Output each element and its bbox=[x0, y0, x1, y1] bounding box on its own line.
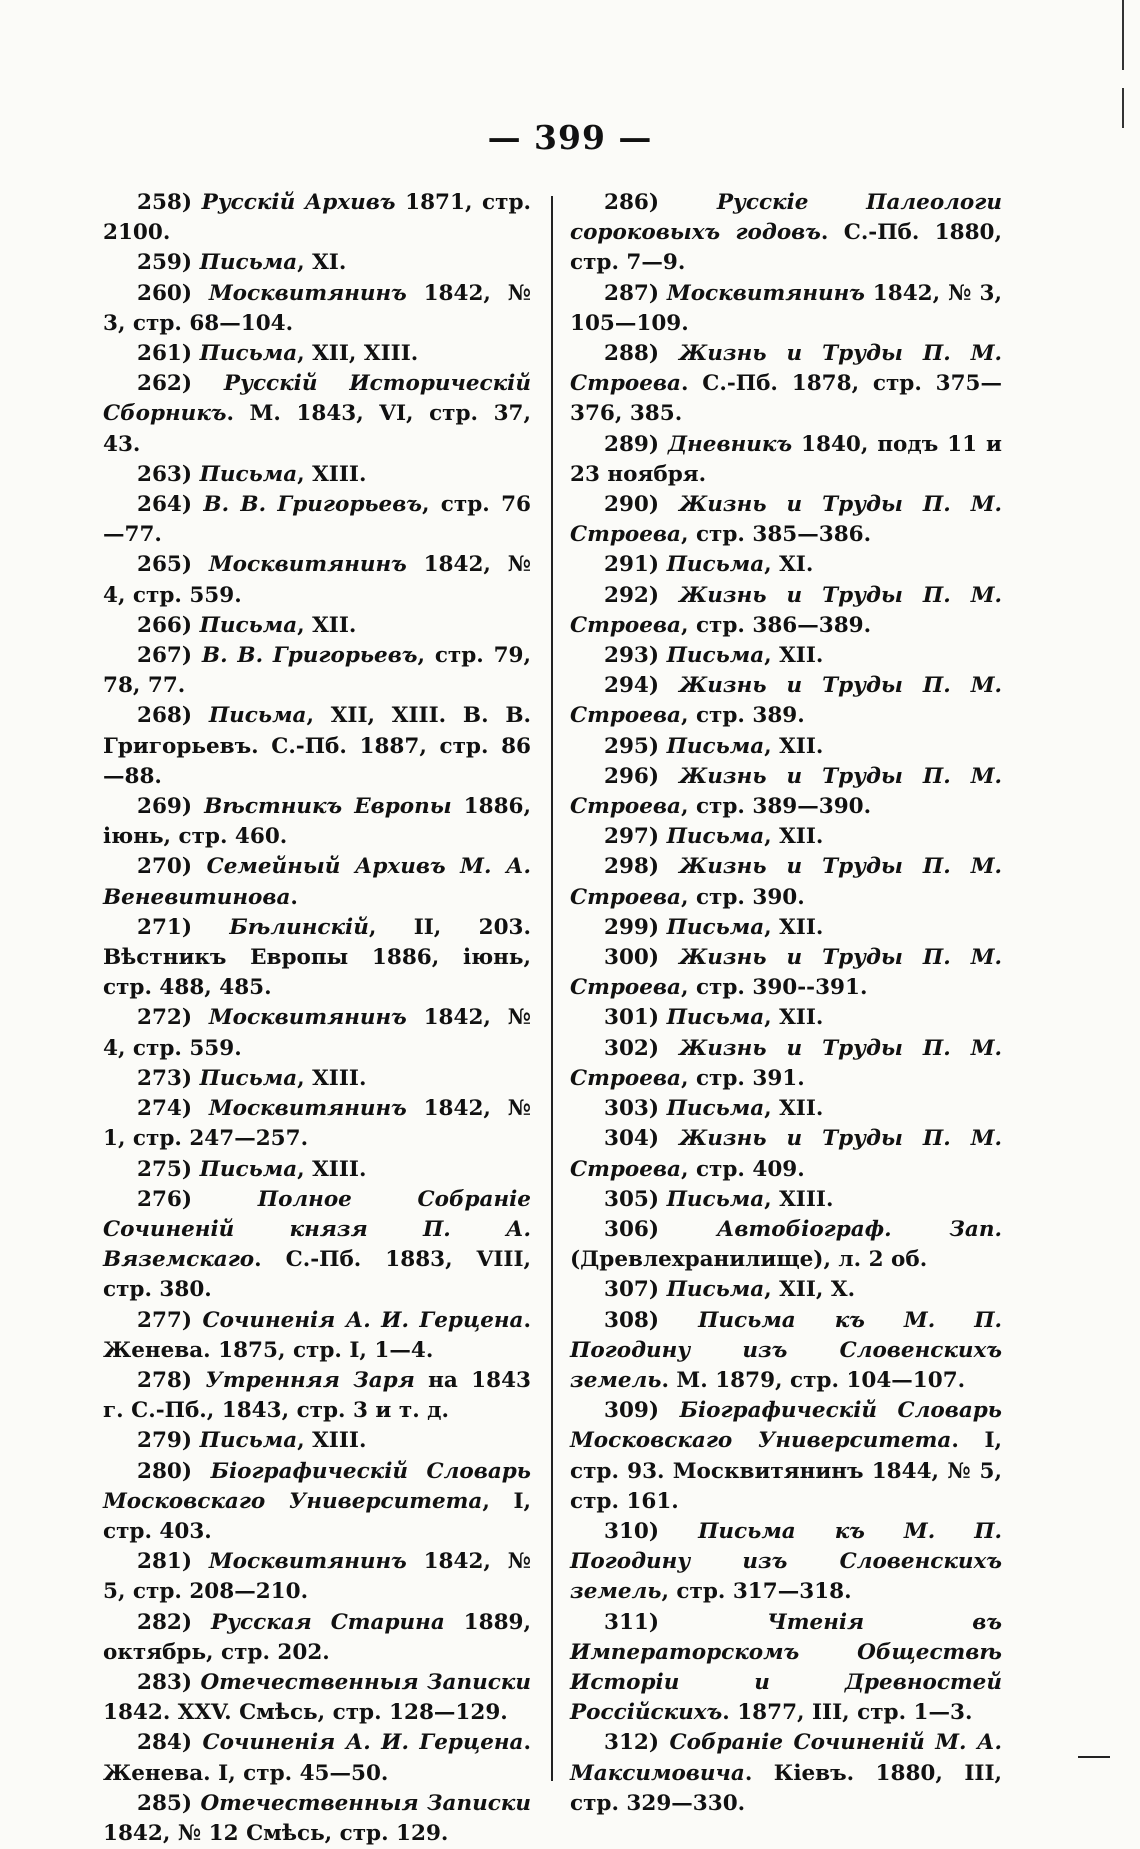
footnote-details: , II, 203. Вѣстникъ Европы 1886, іюнь, стр. 488, 485. bbox=[103, 914, 531, 1001]
footnote-title: Письма къ М. П. Погодину изъ Словенскихъ земель bbox=[570, 1518, 1002, 1605]
footnote-details: , XII. bbox=[764, 914, 824, 940]
footnote-details: , стр. 79, 78, 77. bbox=[103, 643, 531, 699]
footnote-title: Собраніе Сочиненій М. А. Максимовича bbox=[570, 1730, 1002, 1786]
footnote-details: 1840, подъ 11 и 23 ноября. bbox=[570, 431, 1002, 487]
footnote-title: Полное Собраніе Сочиненій князя П. А. Вяземскаго bbox=[103, 1186, 531, 1273]
footnote-title: Москвитянинъ bbox=[208, 1096, 407, 1122]
footnote-details: , стр. 390--391. bbox=[680, 975, 868, 1001]
footnote-entry bbox=[570, 943, 1002, 1003]
footnote-title: Дневникъ bbox=[668, 431, 793, 457]
footnote-details: . 1877, III, стр. 1—3. bbox=[722, 1700, 973, 1726]
footnote-entry bbox=[570, 279, 1002, 339]
footnote-number: 286) bbox=[604, 190, 660, 215]
footnote-number: 267) bbox=[137, 643, 193, 669]
footnote-number: 306) bbox=[604, 1216, 660, 1242]
footnote-details: 1842, № 5, стр. 208—210. bbox=[103, 1549, 531, 1605]
edge-mark bbox=[1078, 1756, 1110, 1758]
footnote-number: 291) bbox=[604, 552, 660, 578]
footnotes-left-column bbox=[103, 188, 531, 1849]
footnote-title: Письма bbox=[666, 1277, 765, 1303]
footnote-entry bbox=[103, 339, 531, 369]
footnote-details: , XII, XIII. В. В. Григорьевъ. С.-Пб. 1887, стр. 86—88. bbox=[103, 703, 531, 789]
page-edge-line bbox=[1122, 0, 1124, 70]
footnote-title: Письма bbox=[199, 461, 298, 487]
footnote-number: 296) bbox=[604, 763, 660, 789]
page-edge-line bbox=[1122, 88, 1124, 128]
footnote-details: 1871, стр. 2100. bbox=[103, 190, 531, 246]
footnote-title: Біографическій Словарь Московскаго Университета bbox=[570, 1398, 1002, 1454]
footnote-title: Утренняя Заря bbox=[205, 1367, 415, 1393]
footnote-title: Чтенія въ Императорскомъ Обществѣ Исторіи и Древностей Россійскихъ bbox=[570, 1609, 1002, 1726]
footnote-title: Отечественныя Записки bbox=[200, 1669, 531, 1695]
footnote-number: 289) bbox=[604, 431, 660, 457]
footnote-title: Автобіограф. Зап. bbox=[716, 1216, 1002, 1242]
footnote-entry bbox=[103, 188, 531, 248]
footnote-number: 308) bbox=[604, 1307, 660, 1333]
footnote-details: , XII, X. bbox=[764, 1277, 856, 1303]
footnote-title: В. В. Григорьевъ bbox=[201, 643, 418, 669]
footnote-number: 309) bbox=[604, 1398, 660, 1424]
footnote-title: Отечественныя Записки bbox=[200, 1790, 531, 1816]
footnote-entry bbox=[570, 1517, 1002, 1608]
footnote-details: , стр. 389—390. bbox=[680, 794, 872, 820]
footnote-number: 311) bbox=[604, 1609, 660, 1635]
footnote-entry bbox=[570, 913, 1002, 943]
footnote-entry bbox=[103, 1789, 531, 1849]
footnote-title: Письма bbox=[666, 552, 765, 578]
footnote-entry bbox=[103, 701, 531, 792]
footnote-number: 280) bbox=[137, 1458, 193, 1484]
footnote-number: 277) bbox=[137, 1307, 193, 1333]
footnote-title: Москвитянинъ bbox=[208, 280, 407, 306]
footnote-title: Письма bbox=[666, 643, 765, 669]
footnote-entry bbox=[103, 460, 531, 490]
footnote-number: 294) bbox=[604, 673, 660, 699]
footnote-title: Письма bbox=[199, 1065, 298, 1091]
footnote-entry bbox=[570, 1396, 1002, 1517]
footnote-details: , XII. bbox=[297, 612, 357, 638]
footnote-entry bbox=[103, 1608, 531, 1668]
footnote-number: 287) bbox=[604, 280, 660, 306]
footnote-title: Жизнь и Труды П. М. Строева bbox=[570, 582, 1002, 638]
footnote-details: , XI. bbox=[764, 552, 814, 578]
footnote-details: , XIII. bbox=[297, 1065, 367, 1091]
footnote-entry bbox=[103, 1366, 531, 1426]
footnote-number: 272) bbox=[137, 1005, 193, 1031]
footnote-entry bbox=[570, 1003, 1002, 1033]
footnote-details: , стр. 409. bbox=[680, 1156, 805, 1182]
footnote-number: 285) bbox=[137, 1790, 193, 1816]
footnote-details: , XIII. bbox=[297, 1428, 367, 1454]
footnote-title: Письма bbox=[666, 1186, 765, 1212]
footnote-title: Письма bbox=[208, 703, 307, 729]
footnote-title: Бѣлинскій bbox=[229, 914, 369, 940]
footnote-entry bbox=[570, 1306, 1002, 1397]
footnote-number: 302) bbox=[604, 1035, 660, 1061]
footnote-entry bbox=[570, 1034, 1002, 1094]
footnote-title: Москвитянинъ bbox=[208, 552, 407, 578]
footnote-title: Письма bbox=[666, 824, 765, 850]
footnote-details: . Кіевъ. 1880, III, стр. 329—330. bbox=[570, 1760, 1002, 1816]
footnote-number: 284) bbox=[137, 1730, 193, 1756]
footnote-title: Жизнь и Труды П. М. Строева bbox=[570, 492, 1002, 548]
footnote-title: Жизнь и Труды П. М. Строева bbox=[570, 1126, 1002, 1182]
footnote-details: . С.-Пб. 1880, стр. 7—9. bbox=[570, 220, 1002, 276]
footnote-details: . С.-Пб. 1878, стр. 375—376, 385. bbox=[570, 371, 1002, 427]
footnote-entry bbox=[103, 641, 531, 701]
footnote-number: 300) bbox=[604, 945, 660, 971]
footnote-title: Письма къ М. П. Погодину изъ Словенскихъ земель bbox=[570, 1307, 1002, 1393]
footnote-number: 278) bbox=[137, 1367, 193, 1393]
footnote-title: Семейный Архивъ М. А. Веневитинова bbox=[103, 854, 531, 910]
footnote-title: Письма bbox=[666, 1005, 765, 1031]
footnote-title: Жизнь и Труды П. М. Строева bbox=[570, 945, 1002, 1001]
footnote-title: Письма bbox=[199, 250, 298, 276]
footnote-title: Біографическій Словарь Московскаго Университета bbox=[103, 1458, 531, 1514]
footnote-entry bbox=[570, 1608, 1002, 1729]
footnote-entry bbox=[570, 550, 1002, 580]
footnote-title: В. В. Григорьевъ bbox=[203, 492, 422, 518]
footnote-title: Москвитянинъ bbox=[666, 280, 865, 306]
footnote-details: , XI. bbox=[297, 250, 347, 276]
footnote-entry bbox=[570, 339, 1002, 430]
footnote-number: 271) bbox=[137, 914, 193, 940]
footnote-entry bbox=[103, 1094, 531, 1154]
footnote-details: 1842, № 3, стр. 68—104. bbox=[103, 280, 531, 336]
footnote-title: Письма bbox=[666, 1096, 765, 1122]
footnote-details: . I, стр. 93. Москвитянинъ 1844, № 5, стр. 161. bbox=[570, 1428, 1002, 1514]
footnote-number: 274) bbox=[137, 1096, 193, 1122]
footnote-number: 260) bbox=[137, 280, 193, 306]
footnote-entry bbox=[570, 762, 1002, 822]
footnote-number: 299) bbox=[604, 914, 660, 940]
footnote-details: . М. 1843, VI, стр. 37, 43. bbox=[103, 401, 531, 457]
footnote-entry bbox=[570, 430, 1002, 490]
footnote-entry bbox=[103, 1728, 531, 1788]
footnote-title: Москвитянинъ bbox=[208, 1005, 407, 1031]
footnote-entry bbox=[570, 1124, 1002, 1184]
footnote-details: . bbox=[290, 884, 298, 910]
footnote-number: 279) bbox=[137, 1428, 193, 1454]
footnote-details: , стр. 386—389. bbox=[680, 612, 872, 638]
footnote-title: Письма bbox=[199, 612, 298, 638]
column-divider bbox=[551, 196, 553, 1781]
footnote-entry bbox=[570, 1215, 1002, 1275]
footnote-number: 293) bbox=[604, 643, 660, 669]
footnote-title: Письма bbox=[199, 341, 298, 367]
footnote-number: 259) bbox=[137, 250, 193, 276]
footnote-entry bbox=[103, 1185, 531, 1306]
footnote-details: 1842. XXV. Смѣсь, стр. 128—129. bbox=[103, 1700, 508, 1726]
footnote-entry bbox=[570, 1094, 1002, 1124]
footnote-title: Письма bbox=[199, 1156, 298, 1182]
footnote-title: Жизнь и Труды П. М. Строева bbox=[570, 1035, 1002, 1091]
footnote-details: . Женева. 1875, стр. I, 1—4. bbox=[103, 1307, 531, 1363]
footnote-details: , XII. bbox=[764, 643, 824, 669]
footnote-details: , стр. 391. bbox=[680, 1065, 805, 1091]
footnote-title: Сочиненія А. И. Герцена bbox=[202, 1730, 524, 1756]
footnote-number: 276) bbox=[137, 1186, 193, 1212]
footnote-details: . М. 1879, стр. 104—107. bbox=[661, 1367, 966, 1393]
footnote-details: . Женева. I, стр. 45—50. bbox=[103, 1730, 531, 1786]
footnote-number: 270) bbox=[137, 854, 193, 880]
footnote-entry bbox=[570, 490, 1002, 550]
footnote-entry bbox=[570, 732, 1002, 762]
footnote-details: , XII. bbox=[764, 1096, 824, 1122]
footnote-title: Жизнь и Труды П. М. Строева bbox=[570, 341, 1002, 397]
footnote-number: 297) bbox=[604, 824, 660, 850]
footnote-title: Вѣстникъ Европы bbox=[204, 794, 452, 820]
footnote-number: 263) bbox=[137, 461, 193, 487]
footnote-number: 261) bbox=[137, 341, 193, 367]
footnote-number: 258) bbox=[137, 190, 193, 215]
footnote-details: , стр. 389. bbox=[680, 703, 805, 729]
footnote-details: 1842, № 4, стр. 559. bbox=[103, 552, 531, 608]
footnote-number: 304) bbox=[604, 1126, 660, 1152]
footnote-entry bbox=[570, 641, 1002, 671]
footnote-number: 275) bbox=[137, 1156, 193, 1182]
footnote-details: , XII. bbox=[764, 733, 824, 759]
footnote-entry bbox=[570, 1728, 1002, 1819]
footnote-details: 1842, № 12 Смѣсь, стр. 129. bbox=[103, 1820, 449, 1846]
footnote-details: . С.-Пб. 1883, VIII, стр. 380. bbox=[103, 1247, 531, 1303]
footnote-details: 1842, № 3, 105—109. bbox=[570, 280, 1002, 336]
footnote-details: , стр. 390. bbox=[680, 884, 805, 910]
footnote-number: 266) bbox=[137, 612, 193, 638]
footnote-details: на 1843 г. С.-Пб., 1843, стр. 3 и т. д. bbox=[103, 1367, 531, 1424]
footnote-details: 1889, октябрь, стр. 202. bbox=[103, 1609, 531, 1665]
footnote-title: Письма bbox=[666, 914, 765, 940]
footnote-title: Русскій Архивъ bbox=[201, 190, 396, 215]
footnote-entry bbox=[570, 1275, 1002, 1305]
footnote-entry bbox=[103, 1547, 531, 1607]
footnote-details: , стр. 317—318. bbox=[661, 1579, 852, 1605]
footnote-entry bbox=[103, 792, 531, 852]
footnote-number: 268) bbox=[137, 703, 193, 729]
footnote-number: 281) bbox=[137, 1549, 193, 1575]
footnote-title: Сочиненія А. И. Герцена bbox=[202, 1307, 524, 1333]
footnote-details: , XII. bbox=[764, 824, 824, 850]
footnote-title: Русскіе Палеологи сороковыхъ годовъ bbox=[570, 190, 1002, 246]
footnote-title: Москвитянинъ bbox=[208, 1549, 407, 1575]
footnote-details: , XII, XIII. bbox=[297, 341, 419, 367]
footnote-entry bbox=[570, 1185, 1002, 1215]
page-number: — 399 — bbox=[487, 118, 653, 157]
footnote-entry bbox=[103, 490, 531, 550]
footnote-number: 312) bbox=[604, 1730, 660, 1756]
footnote-number: 310) bbox=[604, 1518, 660, 1544]
footnote-details: , стр. 76—77. bbox=[103, 492, 531, 548]
footnote-entry bbox=[103, 369, 531, 460]
footnote-entry bbox=[103, 1668, 531, 1728]
footnote-number: 301) bbox=[604, 1005, 660, 1031]
footnote-entry bbox=[570, 822, 1002, 852]
footnote-number: 307) bbox=[604, 1277, 660, 1303]
footnote-details: , XII. bbox=[764, 1005, 824, 1031]
footnote-number: 290) bbox=[604, 492, 660, 518]
footnote-details: , XIII. bbox=[297, 461, 367, 487]
footnote-details: , I, стр. 403. bbox=[103, 1488, 531, 1544]
footnote-number: 298) bbox=[604, 854, 660, 880]
footnote-entry bbox=[570, 581, 1002, 641]
footnote-number: 283) bbox=[137, 1669, 193, 1695]
footnote-entry bbox=[103, 913, 531, 1004]
footnote-entry bbox=[103, 1306, 531, 1366]
footnote-title: Письма bbox=[199, 1428, 298, 1454]
footnote-number: 264) bbox=[137, 492, 193, 518]
footnote-entry bbox=[570, 852, 1002, 912]
footnote-details: , XIII. bbox=[764, 1186, 834, 1212]
footnote-details: 1886, іюнь, стр. 460. bbox=[103, 794, 531, 850]
footnote-title: Жизнь и Труды П. М. Строева bbox=[570, 763, 1002, 820]
footnote-title: Русская Старина bbox=[210, 1609, 445, 1635]
footnote-entry bbox=[103, 852, 531, 912]
footnote-title: Жизнь и Труды П. М. Строева bbox=[570, 673, 1002, 729]
footnotes-right-column bbox=[570, 188, 1002, 1819]
footnote-number: 265) bbox=[137, 552, 193, 578]
footnote-title: Жизнь и Труды П. М. Строева bbox=[570, 854, 1002, 910]
footnote-number: 292) bbox=[604, 582, 660, 608]
footnote-entry bbox=[103, 1003, 531, 1063]
footnote-entry bbox=[570, 188, 1002, 279]
footnote-entry bbox=[103, 1426, 531, 1456]
footnote-title: Русскій Историческій Сборникъ bbox=[103, 371, 531, 427]
footnote-entry bbox=[103, 1064, 531, 1094]
footnote-details: , стр. 385—386. bbox=[680, 522, 872, 548]
footnote-entry bbox=[103, 279, 531, 339]
footnote-entry bbox=[103, 1457, 531, 1548]
footnote-entry bbox=[103, 248, 531, 278]
footnote-number: 273) bbox=[137, 1065, 193, 1091]
footnote-number: 295) bbox=[604, 733, 660, 759]
footnote-entry bbox=[103, 611, 531, 641]
footnote-entry bbox=[570, 671, 1002, 731]
footnote-entry bbox=[103, 550, 531, 610]
footnote-number: 282) bbox=[137, 1609, 193, 1635]
footnote-number: 303) bbox=[604, 1096, 660, 1122]
footnote-details: (Древлехранилище), л. 2 об. bbox=[570, 1247, 928, 1273]
footnote-number: 288) bbox=[604, 341, 660, 367]
footnote-title: Письма bbox=[666, 733, 765, 759]
footnote-number: 262) bbox=[137, 371, 193, 397]
footnote-entry bbox=[103, 1155, 531, 1185]
footnote-details: 1842, № 4, стр. 559. bbox=[103, 1005, 531, 1061]
footnote-number: 269) bbox=[137, 794, 193, 820]
footnote-details: 1842, № 1, стр. 247—257. bbox=[103, 1096, 531, 1152]
footnote-number: 305) bbox=[604, 1186, 660, 1212]
footnote-details: , XIII. bbox=[297, 1156, 367, 1182]
